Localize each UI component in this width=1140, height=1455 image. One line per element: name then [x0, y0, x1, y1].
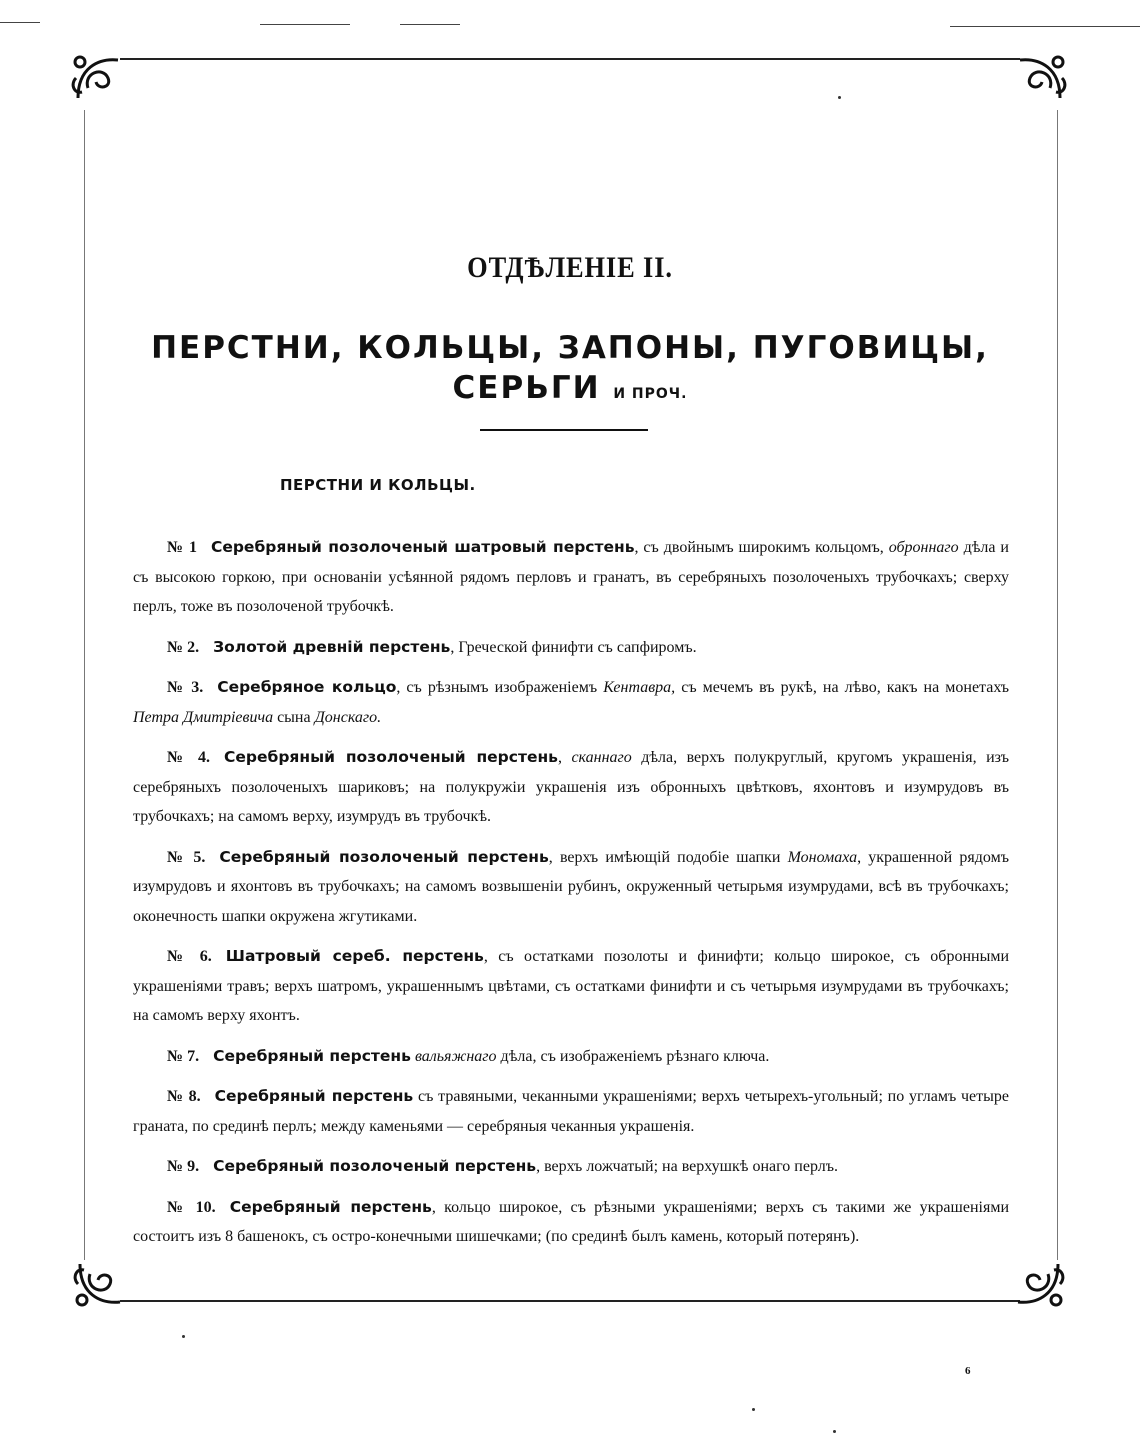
- item-italic-text: Мономаха: [787, 848, 858, 866]
- item-text: ,: [557, 749, 572, 766]
- item-number: № 5.: [167, 848, 206, 866]
- item-text: , съ остатками позолоты и финифти; кольцо широкое, съ обронными украшеніями травъ; верхъ шатромъ, украшеннымъ цвѣтами, съ остатками финифти и съ четырьмя изумрудами въ трубочкахъ; на самомъ верху яхонтъ.: [133, 948, 1010, 1024]
- catalogue-item: [133, 1193, 1009, 1252]
- catalogue-item: [133, 1042, 1009, 1072]
- item-italic-text: Петра Дмитріевича: [133, 708, 274, 726]
- item-title: Серебряный перстень: [213, 1046, 411, 1065]
- frame-top-border: [120, 58, 1020, 60]
- item-text: дѣла, съ изображеніемъ рѣзнаго ключа.: [496, 1047, 770, 1065]
- item-text: , кольцо широкое, съ рѣзными украшеніями; верхъ съ такими же украшеніями состоитъ изъ 8 башенокъ, съ остро-конечными шишечками; (по срединѣ былъ камень, который потерянъ).: [133, 1198, 1010, 1245]
- item-title: Серебряный перстень: [229, 1197, 432, 1216]
- item-text: , верхъ имѣющій подобіе шапки: [548, 848, 788, 866]
- catalogue-item: [133, 533, 1009, 622]
- top-stray-line: [260, 24, 350, 25]
- item-text: , верхъ ложчатый; на верхушкѣ онаго перлъ.: [536, 1158, 838, 1175]
- item-text: дѣла и съ высокою горкою, при основаніи усѣянной рядомъ перловъ и гранатъ, въ серебряныхъ позолоченыхъ трубочкахъ; сверху перлъ, тоже въ позолоченой трубочкѣ.: [133, 539, 1009, 615]
- frame-bottom-border: [120, 1300, 1020, 1302]
- item-title: Серебряный позолоченый перстень: [224, 748, 558, 766]
- item-title: Серебряный перстень: [214, 1087, 414, 1105]
- item-italic-text: сканнаго: [571, 749, 632, 766]
- item-italic-text: Кентавра,: [603, 679, 676, 696]
- item-italic-text: вальяжнаго: [414, 1047, 497, 1065]
- speck: [838, 96, 841, 99]
- catalogue-items: [133, 533, 1009, 1263]
- item-number: № 3.: [167, 679, 204, 696]
- catalogue-item: [133, 743, 1009, 832]
- catalogue-item: [133, 633, 1009, 663]
- item-title: Серебряный позолоченый перстень: [213, 1157, 537, 1175]
- item-number: № 1: [167, 539, 197, 556]
- main-heading-line2-small: И ПРОЧ.: [613, 386, 688, 402]
- item-title: Золотой древній перстень: [213, 637, 451, 656]
- item-title: Серебряный позолоченый шатровый перстень: [210, 538, 635, 556]
- speck: [182, 1335, 185, 1338]
- item-number: № 10.: [167, 1198, 216, 1216]
- item-text: , украшенной рядомъ изумрудовъ и яхонтовъ въ трубочкахъ; на самомъ возвышеніи рубинъ, окруженный четырьмя изумрудами, всѣ въ трубочкахъ; оконечность шапки окружена жгутиками.: [133, 848, 1010, 925]
- catalogue-item: [133, 1152, 1009, 1182]
- item-number: № 4.: [167, 749, 211, 766]
- item-text: дѣла, верхъ полукруглый, кругомъ украшенія, изъ серебряныхъ позолоченыхъ шариковъ; на полукружіи украшенія изъ обронныхъ цвѣтковъ, яхонтовъ и изумрудовъ въ трубочкахъ; на самомъ верху, изумрудъ въ трубочкѣ.: [133, 749, 1010, 825]
- item-italic-text: Донскаго.: [314, 708, 382, 726]
- item-text: сына: [273, 708, 315, 726]
- item-title: Серебряное кольцо: [217, 678, 397, 696]
- subheading: ПЕРСТНИ И КОЛЬЦЫ.: [280, 476, 476, 494]
- item-text: , съ рѣзнымъ изображеніемъ: [396, 679, 604, 696]
- catalogue-item: [133, 843, 1009, 932]
- item-number: № 8.: [167, 1088, 201, 1105]
- item-number: № 6.: [167, 948, 212, 965]
- catalogue-item: [133, 942, 1009, 1031]
- item-title: Шатровый сереб. перстень: [225, 947, 484, 965]
- item-text: съ травяными, чеканными украшеніями; верхъ четырехъ-угольный; по угламъ четыре граната, по срединѣ перлъ; между каменьями — серебряныя чеканныя украшенія.: [133, 1088, 1009, 1135]
- page-number: 6: [965, 1365, 971, 1377]
- item-text: съ мечемъ въ рукѣ, на лѣво, какъ на монетахъ: [675, 679, 1010, 696]
- main-heading: [0, 328, 1140, 414]
- corner-ornament-icon: [1010, 48, 1070, 108]
- top-stray-line: [400, 24, 460, 25]
- main-heading-line1: ПЕРСТНИ, КОЛЬЦЫ, ЗАПОНЫ, ПУГОВИЦЫ,: [151, 330, 989, 366]
- heading-divider: [480, 429, 648, 431]
- corner-ornament-icon: [1008, 1254, 1068, 1314]
- item-italic-text: оброннаго: [888, 539, 959, 556]
- main-heading-line2-main: СЕРЬГИ: [452, 370, 601, 406]
- catalogue-item: [133, 1082, 1009, 1141]
- catalogue-item: [133, 673, 1009, 732]
- item-number: № 7.: [167, 1047, 200, 1065]
- item-title: Серебряный позолоченый перстень: [219, 847, 549, 866]
- top-stray-line: [950, 26, 1140, 27]
- main-heading-line2: [0, 368, 1140, 414]
- top-stray-line: [0, 22, 40, 23]
- speck: [833, 1430, 836, 1433]
- item-number: № 2.: [167, 638, 200, 656]
- section-title: ОТДѢЛЕНІЕ II.: [467, 251, 673, 284]
- corner-ornament-icon: [68, 48, 128, 108]
- speck: [752, 1408, 755, 1411]
- item-text: , съ двойнымъ широкимъ кольцомъ,: [634, 539, 889, 556]
- corner-ornament-icon: [70, 1254, 130, 1314]
- item-number: № 9.: [167, 1158, 200, 1175]
- item-text: , Греческой финифти съ сапфиромъ.: [450, 638, 697, 656]
